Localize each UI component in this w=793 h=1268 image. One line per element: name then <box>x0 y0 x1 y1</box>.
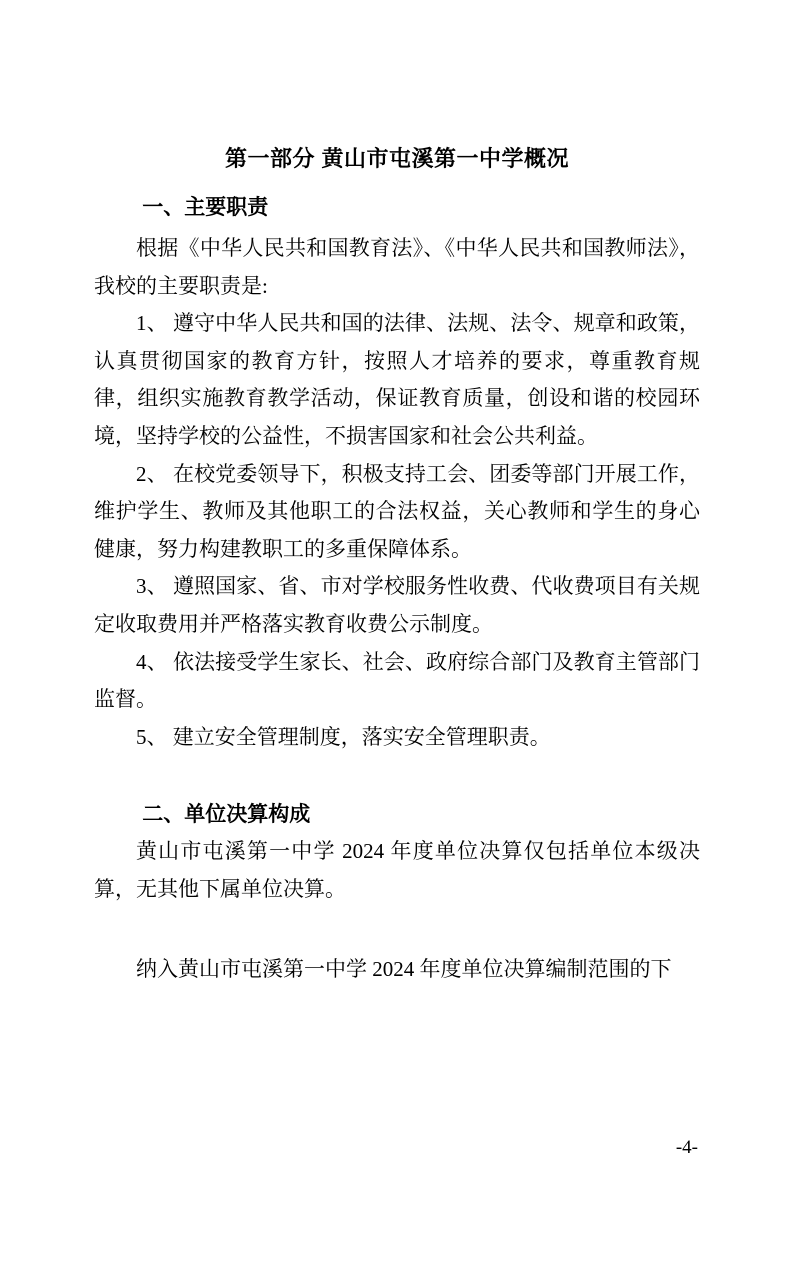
document-page <box>0 146 793 988</box>
section-1-heading: 一、主要职责 <box>142 196 269 219</box>
duty-item-1: 1、 遵守中华人民共和国的法律、法规、法令、规章和政策，认真贯彻国家的教育方针，按照人才培养的要求，尊重教育规律，组织实施教育教学活动，保证教育质量，创设和谐的校园环境，坚持学校的公益性，不损害国家和社会公共利益。 <box>94 311 700 448</box>
duty-item-4: 4、 依法接受学生家长、社会、政府综合部门及教育主管部门监督。 <box>94 649 700 712</box>
duty-item-3: 3、 遵照国家、省、市对学校服务性收费、代收费项目有关规定收取费用并严格落实教育收费公示制度。 <box>94 574 700 636</box>
duty-item-5: 5、 建立安全管理制度，落实安全管理职责。 <box>136 724 551 749</box>
duty-item-2: 2、 在校党委领导下，积极支持工会、团委等部门开展工作，维护学生、教师及其他职工的合法权益，关心教师和学生的身心健康，努力构建教职工的多重保障体系。 <box>94 461 700 561</box>
section-1-intro-paragraph: 根据《中华人民共和国教育法》、《中华人民共和国教师法》，我校的主要职责是: <box>94 236 700 298</box>
page-number: -4- <box>675 1137 698 1158</box>
page-title: 第一部分 黄山市屯溪第一中学概况 <box>224 146 570 171</box>
section-2-heading: 二、单位决算构成 <box>142 803 311 827</box>
budget-composition-paragraph: 黄山市屯溪第一中学 2024 年度单位决算仅包括单位本级决算，无其他下属单位决算。 <box>94 839 700 901</box>
budget-scope-paragraph: 纳入黄山市屯溪第一中学 2024 年度单位决算编制范围的下 <box>136 956 672 981</box>
